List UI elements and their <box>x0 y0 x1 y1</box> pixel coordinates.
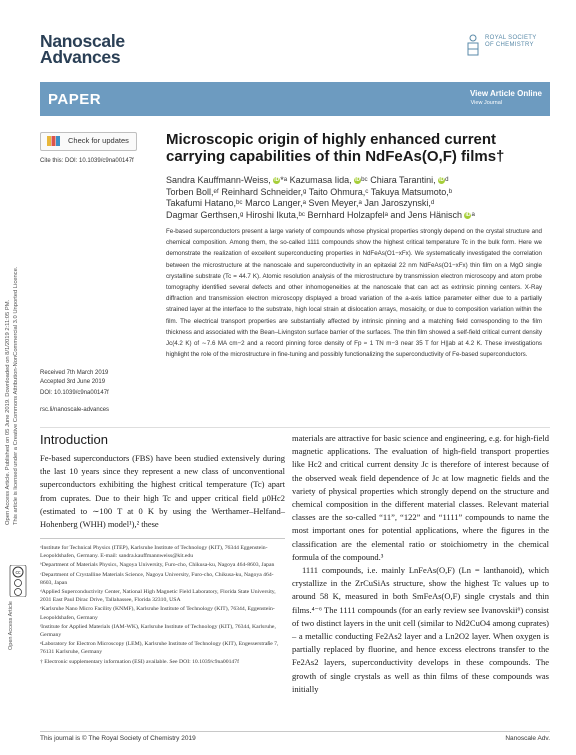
orcid-icon[interactable]: iD <box>439 177 445 184</box>
accepted-date: Accepted 3rd June 2019 <box>40 379 106 385</box>
introduction-heading: Introduction <box>40 432 108 447</box>
body-column-right <box>292 432 549 696</box>
article-title: Microscopic origin of highly enhanced current carrying capabilities of thin NdFeAs(O,F) films† <box>166 131 505 165</box>
article-dates <box>40 369 108 387</box>
footnote: ᵃInstitute for Technical Physics (ITEP), Karlsruhe Institute of Technology (KIT), 76344 Eggenstein-Leopoldshafen, Germany. E-mail: sandra.kauffmannweiss@kit.edu <box>40 545 268 560</box>
journal-name-line1: Nanoscale <box>40 31 125 51</box>
cite-this-doi: Cite this: DOI: 10.1039/c9na00147f <box>40 158 134 164</box>
body-paragraph: 1111 compounds, i.e. mainly LnFeAs(O,F) (Ln = lanthanoid), which crystallize in the ZrCuSiAs structure, show the highest Tc values up to around 58 K, measured in both SmFeAs(O,F) single crystals and thin films.⁴⁻⁶ The 1111 compounds (for an early review see Ivanovskii⁶) consist of two distinct layers in the unit cell (similar to Nd2CuO4 among cuprates) – a metallic conducting Fe2As2 layer and a Ln2O2 layer. When oxygen is partially replaced by fluorine, and hence excess electrons transfer to the Fe2As2 layers, superconductivity develops in these compounds. The growth of single crystals as well as thin films of these compounds was initially <box>292 565 549 694</box>
cc-by-nc-icon[interactable] <box>8 565 28 597</box>
check-updates-icon <box>47 135 61 147</box>
footnote: ᵈApplied Superconductivity Center, National High Magnetic Field Laboratory, Florida State University, 2031 East Paul Dirac Drive, Tallahassee, Florida 32310, USA <box>40 589 276 604</box>
article-doi[interactable]: DOI: 10.1039/c9na00147f <box>40 390 109 396</box>
author-list <box>166 175 556 221</box>
affiliation-footnotes <box>40 544 285 667</box>
author-segment: Takafumi Hatano,ᵇᶜ Marco Langer,ᵃ Sven Meyer,ᵃ Jan Jaroszynski,ᵈ <box>166 198 435 208</box>
footnote: ᶜDepartment of Crystalline Materials Science, Nagoya University, Furo-cho, Chikusa-ku, Nagoya 464-8603, Japan <box>40 571 274 586</box>
orcid-icon[interactable]: iD <box>274 177 280 184</box>
abstract: Fe-based superconductors present a large variety of compounds whose physical properties strongly depend on the crystal structure and chemical composition. Among them, the so-called 1111 compounds show the highest critical temperature Tc in the bulk form. Here we demonstrate the realization of excellent superconducting properties in NdFeAs(O1−xFx). We systematically investigated the correlation between the microstructure at the nanoscale and superconductivity in an epitaxial 22 nm NdFeAs(O1−xFx) thin film on a MgO single crystalline substrate (Tc = 44.7 K). Atomic resolution analysis of the microstructure by transmission electron microscopy and atom probe tomography identified several defects and other inhomogeneities at the nanoscale that can act as extrinsic pinning centers. X-Ray diffraction and transmission electron microscopy displayed a broad variation of the a-axis lattice parameter either due to a partially strained layer at the interface to the substrate, high local strain at dislocation arrays, mosaicity, or due to composition variation within the film. The electrical transport properties are substantially affected by intrinsic pinning and a matching field corresponding to the film thickness and associated with the Bean–Livingston surface barrier of the surfaces. The thin film showed a self-field critical current density Jc(4.2 K) of ∼7.6 MA cm−2 and a record pinning force density of Fp ≈ 1 TN m−3 near 35 T for H||ab at 4.2 K. These investigations highlight the role of the microstructure in fine-tuning and possibly functionalizing the superconductivity of Fe-based superconductors. <box>166 228 542 359</box>
svg-text:cc: cc <box>15 570 21 576</box>
check-for-updates-label: Check for updates <box>68 136 129 145</box>
journal-link[interactable]: rsc.li/nanoscale-advances <box>40 407 110 413</box>
body-paragraph: materials are attractive for basic science and engineering, e.g. for high-field magnetic applications. The evaluation of high-field transport properties like Hc2 and critical current density Jc is therefore of interest because of the observed weak field dependence of Jc at low magnetic fields and the variety of physical properties which strongly depend on the structure and chemical composition in the different material classes. Relevant material classes are the so-called “11”, “122” and “1111” compounds to name the most important ones for potential applications, where the figures in the classification are the elemental ratio or stoichiometry in the chemical formula of the compound.³ <box>292 433 550 562</box>
footnote: ᶠInstitute for Applied Materials (IAM-WK), Karlsruhe Institute of Technology (KIT), 76344, Karlsruhe, Germany <box>40 623 276 639</box>
author-segment: ᵇᶜ Chiara Tarantini, <box>361 175 439 185</box>
footnote: ᵉKarlsruhe Nano Micro Facility (KNMF), Karlsruhe Institute of Technology (KIT), 76344, Eggenstein-Leopoldshafen, Germany <box>40 606 275 621</box>
footnote: † Electronic supplementary information (ESI) available. See DOI: 10.1039/c9na00147f <box>40 658 240 665</box>
open-access-label: Open Access Article <box>8 601 14 650</box>
author-segment: Dagmar Gerthsen,ᵍ Hiroshi Ikuta,ᵇᶜ Bernhard Holzapfelᵃ and Jens Hänisch <box>166 209 465 220</box>
author-segment: ᵃ <box>471 209 475 220</box>
view-journal-link[interactable]: View Journal <box>470 100 502 106</box>
article-type-label: PAPER <box>48 91 102 108</box>
header-divider <box>40 427 550 428</box>
copyright-footer: This journal is © The Royal Society of Chemistry 2019 <box>40 735 196 742</box>
footer-divider <box>40 731 550 732</box>
orcid-icon[interactable]: iD <box>355 177 361 184</box>
rsc-crest-icon <box>465 32 481 60</box>
journal-abbrev-footer: Nanoscale Adv. <box>505 735 550 742</box>
received-date: Received 7th March 2019 <box>40 370 109 376</box>
check-for-updates-button[interactable] <box>40 132 137 151</box>
license-line1: Open Access Article. Published on 05 June 2019. Downloaded on 8/1/2019 2:11:05 PM. <box>5 299 11 525</box>
orcid-icon[interactable]: iD <box>465 211 471 218</box>
author-segment: Sandra Kauffmann-Weiss, <box>166 175 274 185</box>
rsc-text-line2: OF CHEMISTRY <box>485 42 534 48</box>
license-side-text <box>5 110 32 525</box>
footnote: ᵍLaboratory for Electron Microscopy (LEM), Karlsruhe Institute of Technology (KIT), Engesserstraße 7, 76131 Karlsruhe, Germany <box>40 641 279 656</box>
rsc-logo[interactable] <box>465 32 550 62</box>
journal-name <box>40 33 125 65</box>
article-type-banner <box>40 82 550 116</box>
footnote: ᵇDepartment of Materials Physics, Nagoya University, Furo-cho, Chikusa-ku, Nagoya 464-8603, Japan <box>40 562 275 569</box>
license-line2: This article is licensed under a Creative Commons Attribution-NonCommercial 3.0 Unported Licence. <box>12 266 19 525</box>
body-column-left: Fe-based superconductors (FBS) have been studied extensively during the last 10 years since they represent a new class of unconventional superconductors exhibiting the highest critical temperature (Tc) apart from cuprates. Due to their high Tc and upper critical field μ0Hc2 (estimated to ∼100 T at 0 K by using the Werthamer–Helfand–Hohenberg (WHH) model¹),² these <box>40 453 285 530</box>
author-segment: *ᵃ Kazumasa Iida, <box>280 175 355 185</box>
rsc-text-line1: ROYAL SOCIETY <box>485 35 537 41</box>
journal-name-line2: Advances <box>40 47 121 67</box>
author-segment: Torben Boll,ᵉᶠ Reinhard Schneider,ᵍ Taito Ohmura,ᶜ Takuya Matsumoto,ᵇ <box>166 186 453 197</box>
author-segment: ᵈ <box>445 175 449 185</box>
footnote-divider <box>40 538 285 539</box>
view-article-online-link[interactable]: View Article Online <box>469 89 542 98</box>
